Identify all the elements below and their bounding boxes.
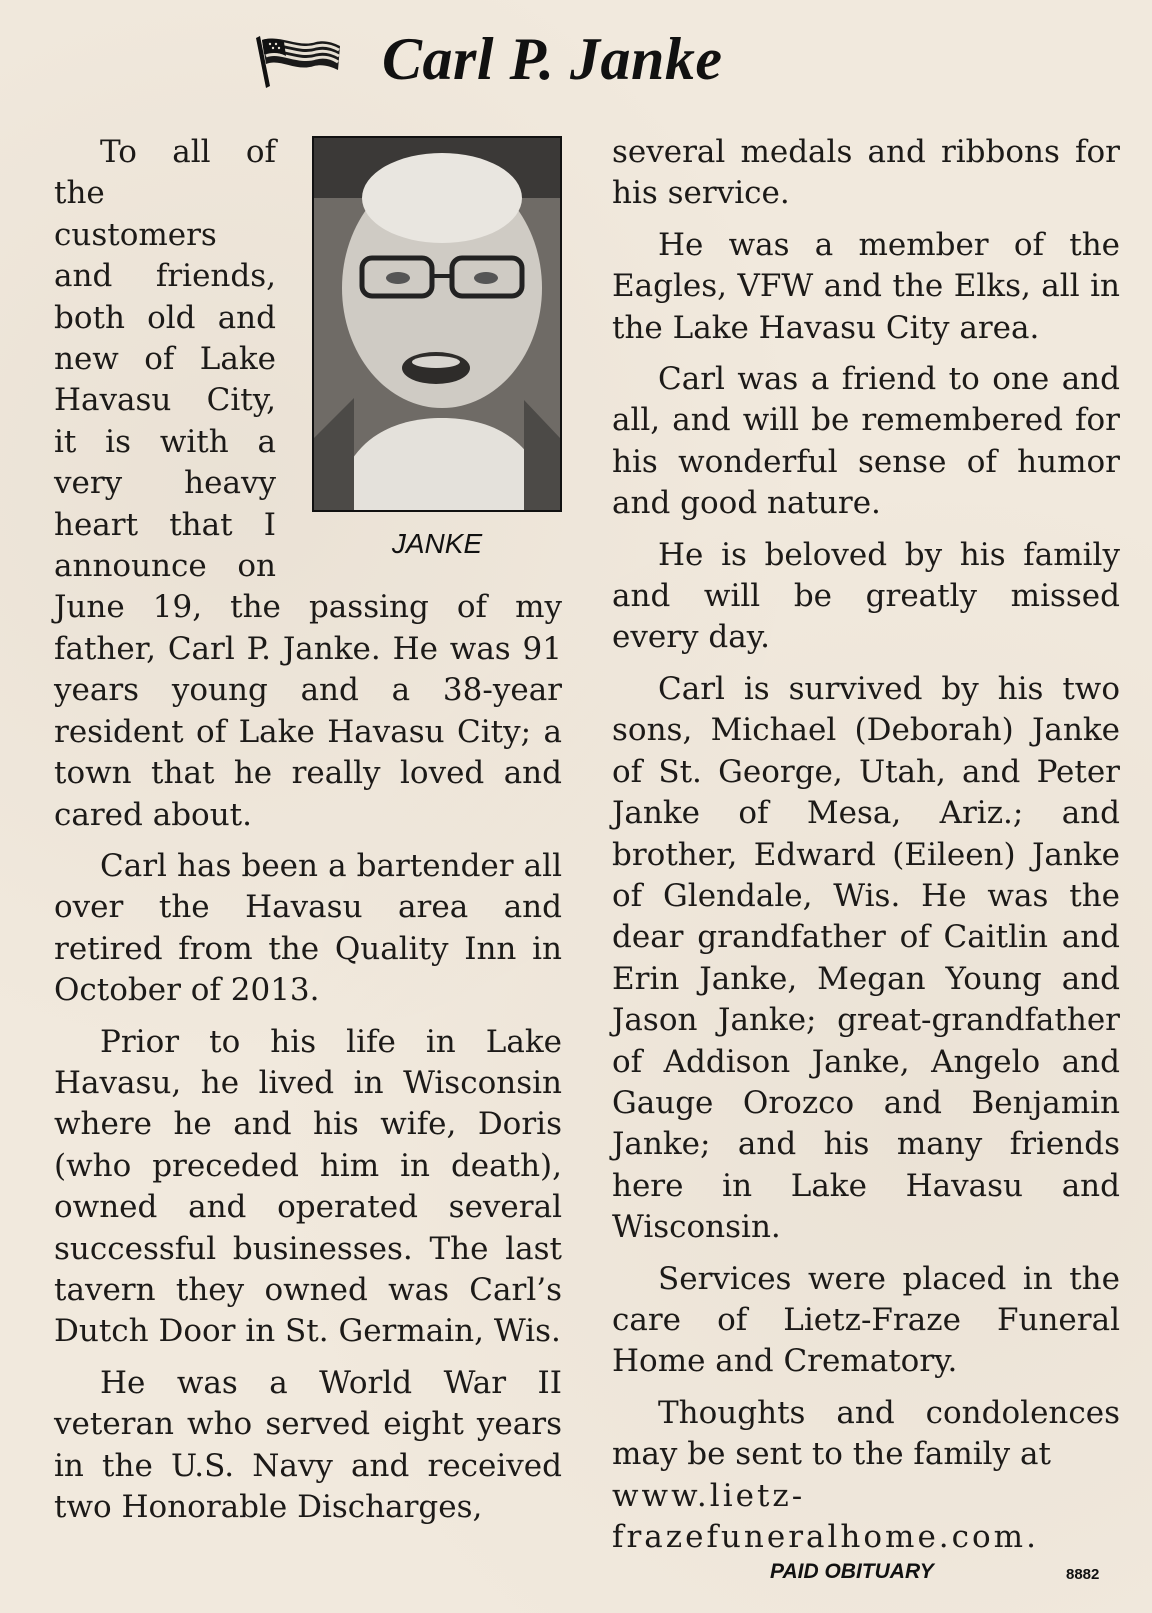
paragraph: To all of the customers and friends, both old and new of Lake Havasu City, it is with a very heavy heart that I announce on June 19, the passing of my father, Carl P. Janke. He was 91 years young and a 38-year resident of Lake Havasu City; a town that he really loved and cared about. — [54, 134, 562, 833]
paragraph: Carl was a friend to one and all, and will be remembered for his wonderful sense of humor and good nature. — [612, 361, 1120, 522]
paragraph: Carl has been a bartender all over the Havasu area and retired from the Quality Inn in October of 2013. — [54, 847, 562, 1009]
portrait-block — [312, 136, 562, 574]
left-column — [54, 132, 562, 1528]
photo-caption: JANKE — [391, 528, 483, 559]
paragraph: several medals and ribbons for his service. — [612, 134, 1120, 212]
right-column — [612, 132, 1120, 1558]
american-flag-icon — [250, 34, 342, 90]
website-url: www.lietz-frazefuneralhome.com. — [612, 1477, 1039, 1555]
paragraph: Prior to his life in Lake Havasu, he lived in Wisconsin where he and his wife, Doris (who preceded him in death), owned and operated several successful businesses. The last tavern they owned was Carl’s Dutch Door in St. Germain, Wis. — [54, 1023, 562, 1350]
paragraph: Carl is survived by his two sons, Michael (Deborah) Janke of St. George, Utah, and Peter Janke of Mesa, Ariz.; and brother, Edward (Eileen) Janke of Glendale, Wis. He was the dear grandfather of Caitlin and Erin Janke, Megan Young and Jason Janke; great-grandfather of Addison Janke, Angelo and Gauge Orozco and Benjamin Janke; and his many friends here in Lake Havasu and Wisconsin. — [612, 670, 1120, 1246]
paid-obituary-label: PAID OBITUARY — [770, 1560, 934, 1583]
paragraph: He was a World War II veteran who served eight years in the U.S. Navy and received two Honorable Discharges, — [54, 1364, 562, 1525]
ad-code: 8882 — [1066, 1566, 1100, 1583]
header — [0, 18, 1152, 108]
portrait-photo — [312, 136, 562, 512]
paragraph: Thoughts and condolences may be sent to the family at — [612, 1394, 1120, 1473]
paragraph: He was a member of the Eagles, VFW and the Elks, all in the Lake Havasu City area. — [612, 226, 1120, 346]
obituary-title: Carl P. Janke — [382, 26, 723, 92]
paragraph: Services were placed in the care of Lietz-Fraze Funeral Home and Crematory. — [612, 1260, 1120, 1380]
paragraph: He is beloved by his family and will be greatly missed every day. — [612, 536, 1120, 656]
